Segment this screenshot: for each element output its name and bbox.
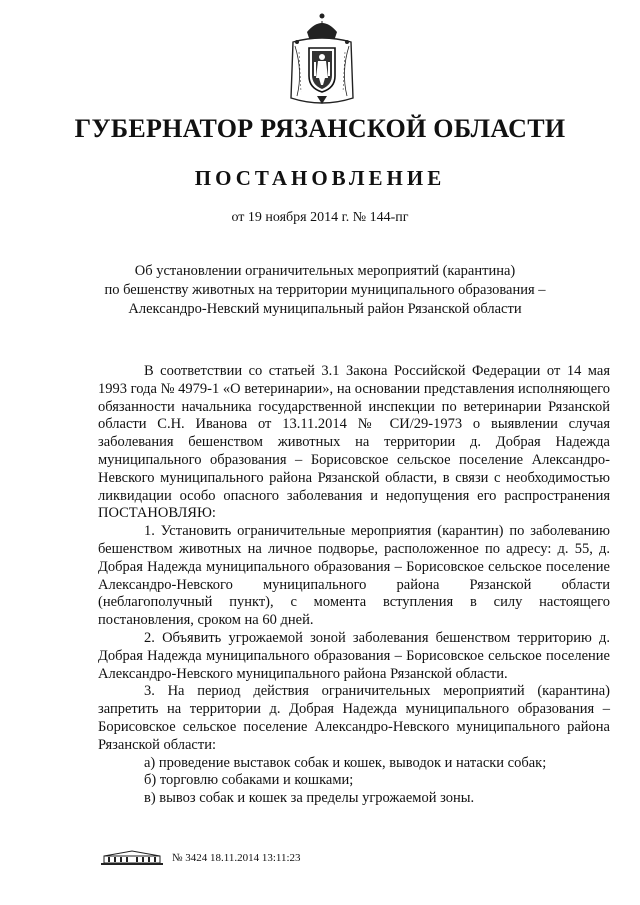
clause-1: 1. Установить ограничительные мероприятия (карантин) по заболеванию бешенством животных на личное подворье, расположенное по адресу: д. 55, д. Добрая Надежда муниципального образования – Борисовское сельское поселение Александро-Невского муниципального района Рязанской области (неблагополучный пункт), с момента вступления в силу настоящего постановления, сроком на 60 дней. <box>98 523 610 629</box>
clause-3-item-b: б) торговлю собаками и кошками; <box>144 772 354 789</box>
coat-of-arms-icon <box>287 12 357 108</box>
clause-2: 2. Объявить угрожаемой зоной заболевания бешенством территорию д. Добрая Надежда муниципального образования – Борисовское сельское поселение Александро-Невского муниципального района Рязанской области. <box>98 629 610 682</box>
document-type: ПОСТАНОВЛЕНИЕ <box>194 166 446 190</box>
government-building-logo-icon <box>100 850 164 866</box>
document-subject <box>100 262 550 319</box>
document-body <box>98 363 610 808</box>
subject-line: Александро-Невский муниципальный район Рязанской области <box>128 301 522 317</box>
registration-footer <box>100 850 400 868</box>
subject-line: Об установлении ограничительных мероприятий (карантина) <box>134 263 516 279</box>
document-date-number: от 19 ноября 2014 г. № 144-пг <box>231 210 409 225</box>
clause-3-item-c: в) вывоз собак и кошек за пределы угрожаемой зоны. <box>144 790 475 807</box>
clause-3-item-a: а) проведение выставок собак и кошек, выводок и натаски собак; <box>144 754 547 771</box>
governor-title: ГУБЕРНАТОР РЯЗАНСКОЙ ОБЛАСТИ <box>74 114 566 143</box>
subject-line: по бешенству животных на территории муниципального образования – <box>104 282 546 298</box>
preamble-paragraph: В соответствии со статьей 3.1 Закона Российской Федерации от 14 мая 1993 года № 4979-1 «О ветеринарии», на основании представления исполняющего обязанности начальника государственной инспекции по ветеринарии Рязанской области С.Н. Иванова от 13.11.2014 № СИ/29-1973 о выявлении случая заболевания бешенством животных на территории д. Добрая Надежда муниципального образования – Борисовское сельское поселение Александро-Невского муниципального района Рязанской области, в связи с необходимостью ликвидации особо опасного заболевания и недопущения его распространения ПОСТАНОВЛЯЮ: <box>98 363 610 522</box>
registration-stamp: № 3424 18.11.2014 13:11:23 <box>172 852 301 864</box>
clause-3: 3. На период действия ограничительных мероприятий (карантина) запретить на территории д. Добрая Надежда муниципального образования – Борисовское сельское поселение Александро-Невского муниципального района Рязанской области: <box>98 683 610 753</box>
